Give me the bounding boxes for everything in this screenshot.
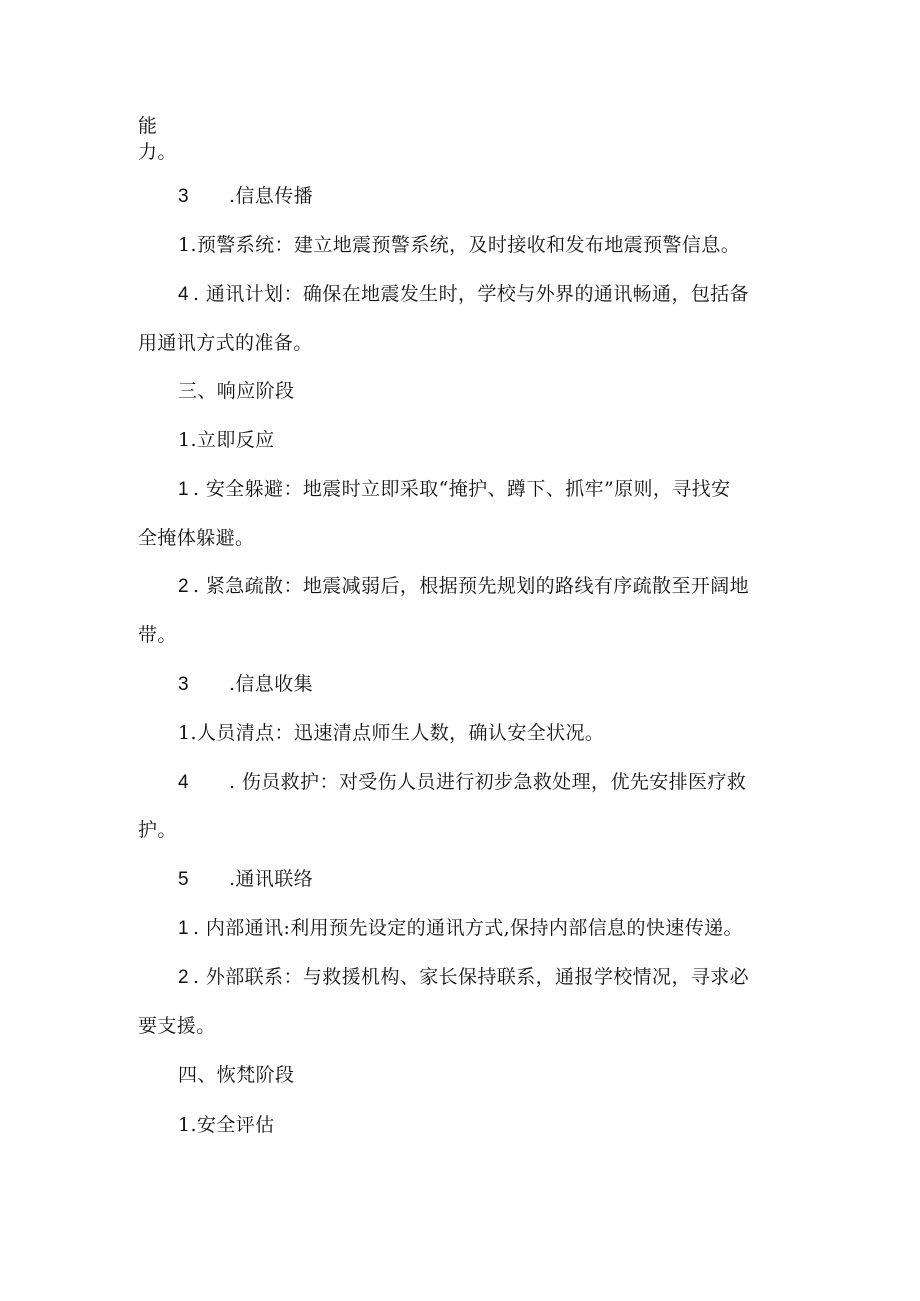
text-span: . 内部通讯:利用预先设定的通讯方式,保持内部信息的快速传递。 [192, 917, 743, 939]
heading-text: .信息收集 [228, 673, 314, 695]
text-line [138, 140, 177, 164]
text-line [178, 721, 604, 745]
text-line [178, 477, 730, 502]
heading-text: 三、响应阶段 [178, 380, 295, 402]
heading-text: 1.立即反应 [178, 429, 275, 451]
text-span: . 紧急疏散：地震减弱后，根据预先规划的路线有序疏散至开阔地 [192, 575, 750, 597]
section-heading [178, 184, 313, 209]
heading-text: 四、恢梵阶段 [178, 1064, 295, 1086]
item-number: 5 [178, 869, 189, 890]
text-line [138, 114, 157, 138]
text-span: . 安全躲避：地震时立即采取“掩护、蹲下、抓牢”原则，寻找安 [192, 478, 731, 500]
item-number: 2 [178, 967, 189, 988]
item-number: 2 [178, 576, 189, 597]
text-span: 用通讯方式的准备。 [138, 332, 313, 354]
text-span: 要支援。 [138, 1015, 216, 1037]
section-heading [178, 867, 313, 892]
text-span: 1.人员清点：迅速清点师生人数，确认安全状况。 [178, 722, 605, 744]
heading-text: .信息传播 [228, 185, 314, 207]
text-span: 能 [138, 115, 158, 137]
item-number: 4 [178, 284, 189, 305]
section-heading [178, 379, 294, 403]
section-heading [178, 672, 313, 697]
item-number: 3 [178, 674, 189, 695]
text-span: 带。 [138, 624, 177, 646]
text-span: . 伤员救护：对受伤人员进行初步急救处理，优先安排医疗救 [228, 771, 747, 793]
text-line [138, 818, 177, 842]
text-span: . 外部联系：与救援机构、家长保持联系，通报学校情况，寻求必 [192, 966, 750, 988]
text-span: . 通讯计划：确保在地震发生时，学校与外界的通讯畅通，包括备 [192, 283, 750, 305]
text-line [178, 916, 743, 941]
text-line [178, 770, 746, 795]
item-number: 1 [178, 479, 189, 500]
subsection-heading [178, 1113, 275, 1137]
text-line [178, 574, 749, 599]
text-line [178, 965, 749, 990]
text-line [138, 331, 313, 355]
text-line [138, 1014, 216, 1038]
text-span: 1.预警系统：建立地震预警系统，及时接收和发布地震预警信息。 [178, 234, 741, 256]
item-number: 3 [178, 186, 189, 207]
item-number: 4 [178, 772, 189, 793]
text-span: 全掩体躲避。 [138, 527, 255, 549]
section-heading [178, 1063, 294, 1087]
text-line [178, 282, 749, 307]
item-number: 1 [178, 918, 189, 939]
text-span: 护。 [138, 819, 177, 841]
text-line [138, 526, 254, 550]
text-line [178, 233, 740, 257]
text-line [138, 623, 177, 647]
text-span: 力。 [138, 141, 177, 163]
heading-text: .通讯联络 [228, 868, 314, 890]
subsection-heading [178, 428, 275, 452]
heading-text: 1.安全评估 [178, 1114, 275, 1136]
